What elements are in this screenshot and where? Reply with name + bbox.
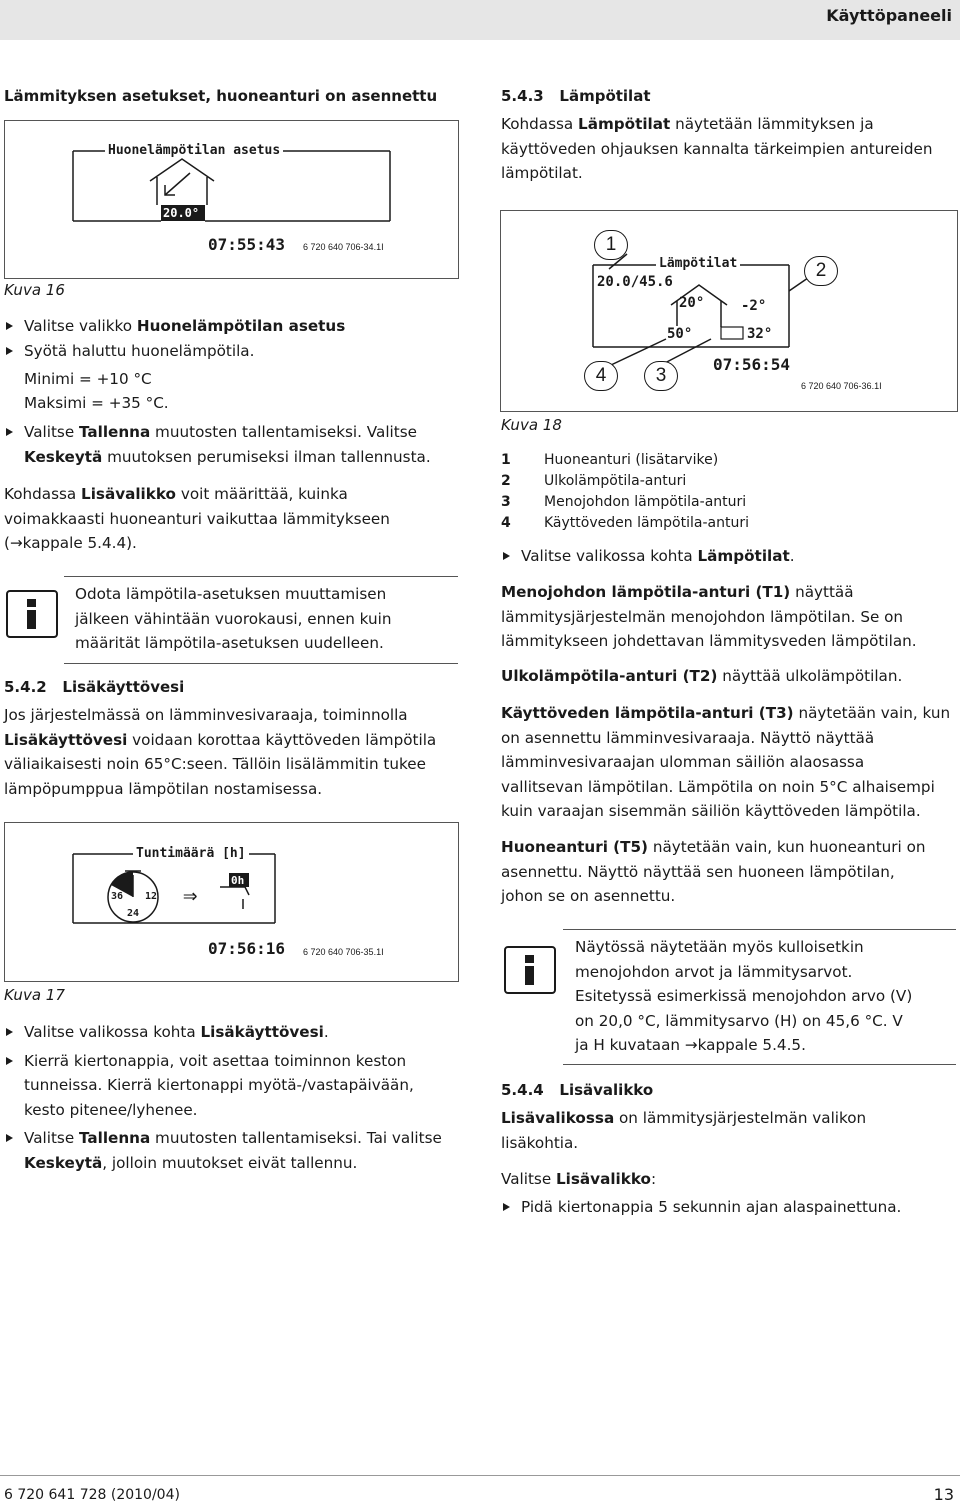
para-t3: Käyttöveden lämpötila-anturi (T3) näytetään vain, kun on asennettu lämminvesivaraaja. Näyttö näyttää lämminvesivaraajan ulomman säiliön alaosassa vallitsevan lämpötilan. Lämpötila on noin 5°C alhaisempi kuin varaajan sisemmän säiliön käyttöveden lämpötila.	[501, 704, 951, 820]
fig17-screen-title: Tuntimäärä [h]	[133, 846, 249, 861]
callout-2: 2	[804, 256, 838, 286]
footer-rule	[0, 1475, 960, 1476]
info-text-right: Näytössä näytetään myös kulloisetkin menojohdon arvot ja lämmitysarvot. Esitetyssä esimerkissä menojohdon arvo (V) on 20,0 °C, lämmitysarvo (H) on 45,6 °C. V ja H kuvataan →kappale 5.4.5.	[575, 938, 913, 1054]
fig16-caption: Kuva 16	[4, 281, 65, 299]
callout-4: 4	[584, 361, 618, 391]
fig18-legend	[501, 450, 956, 534]
legend-item: 3 Menojohdon lämpötila-anturi	[501, 494, 747, 510]
section-5-4-2: 5.4.2 Lisäkäyttövesi	[4, 678, 185, 696]
para-lisakayttovesi: Jos järjestelmässä on lämminvesivaraaja, toiminnolla Lisäkäyttövesi voidaan korottaa käyttöveden lämpötila väliaikaisesti noin 65°C:seen. Tällöin lisälämmitin tukee lämpöpumppua lämpötilan nostamisessa.	[4, 706, 437, 798]
legend-item: 4 Käyttöveden lämpötila-anturi	[501, 515, 749, 531]
left-bullets-save	[4, 420, 458, 469]
fig17-dial-48: 48	[122, 875, 135, 886]
fig18-room-temp: 20°	[679, 295, 705, 311]
bullet-select-lisakayttovesi: Valitse valikossa kohta Lisäkäyttövesi.	[4, 1020, 458, 1045]
info-icon	[504, 946, 556, 994]
bullet-save-or-cancel: Valitse Tallenna muutosten tallentamiseksi. Tai valitse Keskeytä, jolloin muutokset eivät tallennu.	[4, 1126, 458, 1175]
fig18-screen-title: Lämpötilat	[656, 256, 740, 271]
fig18-caption: Kuva 18	[501, 416, 562, 434]
left-bullets-1	[4, 314, 458, 363]
arrow-right-icon: →	[9, 534, 23, 552]
legend-item: 2 Ulkolämpötila-anturi	[501, 473, 687, 489]
callout-1: 1	[594, 230, 628, 260]
fig18-clock: 07:56:54	[713, 355, 791, 374]
right-bullets-1	[501, 544, 956, 569]
legend-item: 1 Huoneanturi (lisätarvike)	[501, 452, 719, 468]
fig18-outside-temp: -2°	[741, 298, 767, 314]
fig16-value: 20.0°	[163, 206, 200, 220]
bullet-select-lampotilat: Valitse valikossa kohta Lämpötilat.	[501, 544, 956, 569]
fig16-clock: 07:55:43	[208, 235, 286, 254]
bullet-hold-knob: Pidä kiertonappia 5 sekunnin ajan alaspainettuna.	[501, 1195, 956, 1220]
bullet-select-room-temp: Valitse valikko Huonelämpötilan asetus	[4, 314, 458, 339]
fig18-flow-heating: 20.0/45.6	[597, 274, 673, 290]
callout-3: 3	[644, 361, 678, 391]
figure-17	[4, 822, 459, 982]
fig17-arrow: ⇒	[183, 881, 198, 909]
fig17-dial-24: 24	[127, 908, 140, 919]
fig17-caption: Kuva 17	[4, 986, 65, 1004]
header-band	[0, 0, 960, 40]
info-text-left: Odota lämpötila-asetuksen muuttamisen jälkeen vähintään vuorokausi, ennen kuin määrität lämpötila-asetuksen uudelleen.	[75, 585, 392, 652]
bullet-save-cancel: Valitse Tallenna muutosten tallentamiseksi. Valitse Keskeytä muutoksen perumiseksi ilman tallennusta.	[4, 420, 458, 469]
section-5-4-4: 5.4.4 Lisävalikko	[501, 1081, 654, 1099]
fig17-clock: 07:56:16	[208, 939, 286, 958]
para-lisavalikko: Kohdassa Lisävalikko voit määrittää, kuinka voimakkaasti huoneanturi vaikuttaa lämmitykseen (→kappale 5.4.4).	[4, 485, 390, 552]
fig18-lcd-illustration	[501, 211, 957, 411]
para-lampotilat-intro: Kohdassa Lämpötilat näytetään lämmityksen ja käyttöveden ohjauksen kannalta tärkeimpien antureiden lämpötilat.	[501, 115, 933, 182]
para-t1: Menojohdon lämpötila-anturi (T1) näyttää lämmitysjärjestelmän menojohdon lämpötilan. Se on lämmitykseen johdettavan lämmitysveden lämpötilan.	[501, 583, 917, 650]
fig16-code: 6 720 640 706-34.1I	[303, 242, 384, 252]
info-icon	[6, 590, 58, 638]
fig18-dhw-temp: 32°	[747, 326, 773, 342]
para-valitse-lisavalikko: Valitse Lisävalikko:	[501, 1170, 657, 1188]
fig18-flow-temp: 50°	[667, 326, 693, 342]
fig17-dial-12: 12	[145, 891, 158, 902]
para-t5: Huoneanturi (T5) näytetään vain, kun huoneanturi on asennettu. Näyttö näyttää sen huoneen lämpötilan, johon se on asennettu.	[501, 838, 926, 905]
bullet-turn-knob: Kierrä kiertonappia, voit asettaa toiminnon keston tunneissa. Kierrä kiertonappi myötä-/vastapäivään, kesto pitenee/lyhenee.	[4, 1049, 458, 1123]
figure-16	[4, 120, 459, 279]
left-bullets-2	[4, 1020, 458, 1175]
para-t2: Ulkolämpötila-anturi (T2) näyttää ulkolämpötilan.	[501, 667, 903, 685]
figure-18	[500, 210, 958, 412]
header-title: Käyttöpaneeli	[826, 6, 952, 25]
max-value: Maksimi = +35 °C.	[24, 394, 169, 412]
left-heading: Lämmityksen asetukset, huoneanturi on asennettu	[4, 87, 438, 105]
para-lisavalikossa: Lisävalikossa on lämmitysjärjestelmän valikon lisäkohtia.	[501, 1109, 867, 1152]
section-5-4-3: 5.4.3 Lämpötilat	[501, 87, 651, 105]
fig17-value: 0h	[231, 874, 245, 887]
fig16-screen-title: Huonelämpötilan asetus	[105, 143, 283, 158]
fig17-dial-36: 36	[111, 891, 124, 902]
footer-doc-number: 6 720 641 728 (2010/04)	[4, 1487, 180, 1503]
bullet-enter-temp: Syötä haluttu huonelämpötila.	[4, 339, 458, 364]
min-value: Minimi = +10 °C	[24, 370, 152, 388]
right-bullets-2	[501, 1195, 956, 1220]
fig18-code: 6 720 640 706-36.1I	[801, 381, 882, 391]
page-number: 13	[933, 1485, 954, 1504]
fig17-code: 6 720 640 706-35.1I	[303, 947, 384, 957]
arrow-right-icon: →	[684, 1036, 698, 1054]
